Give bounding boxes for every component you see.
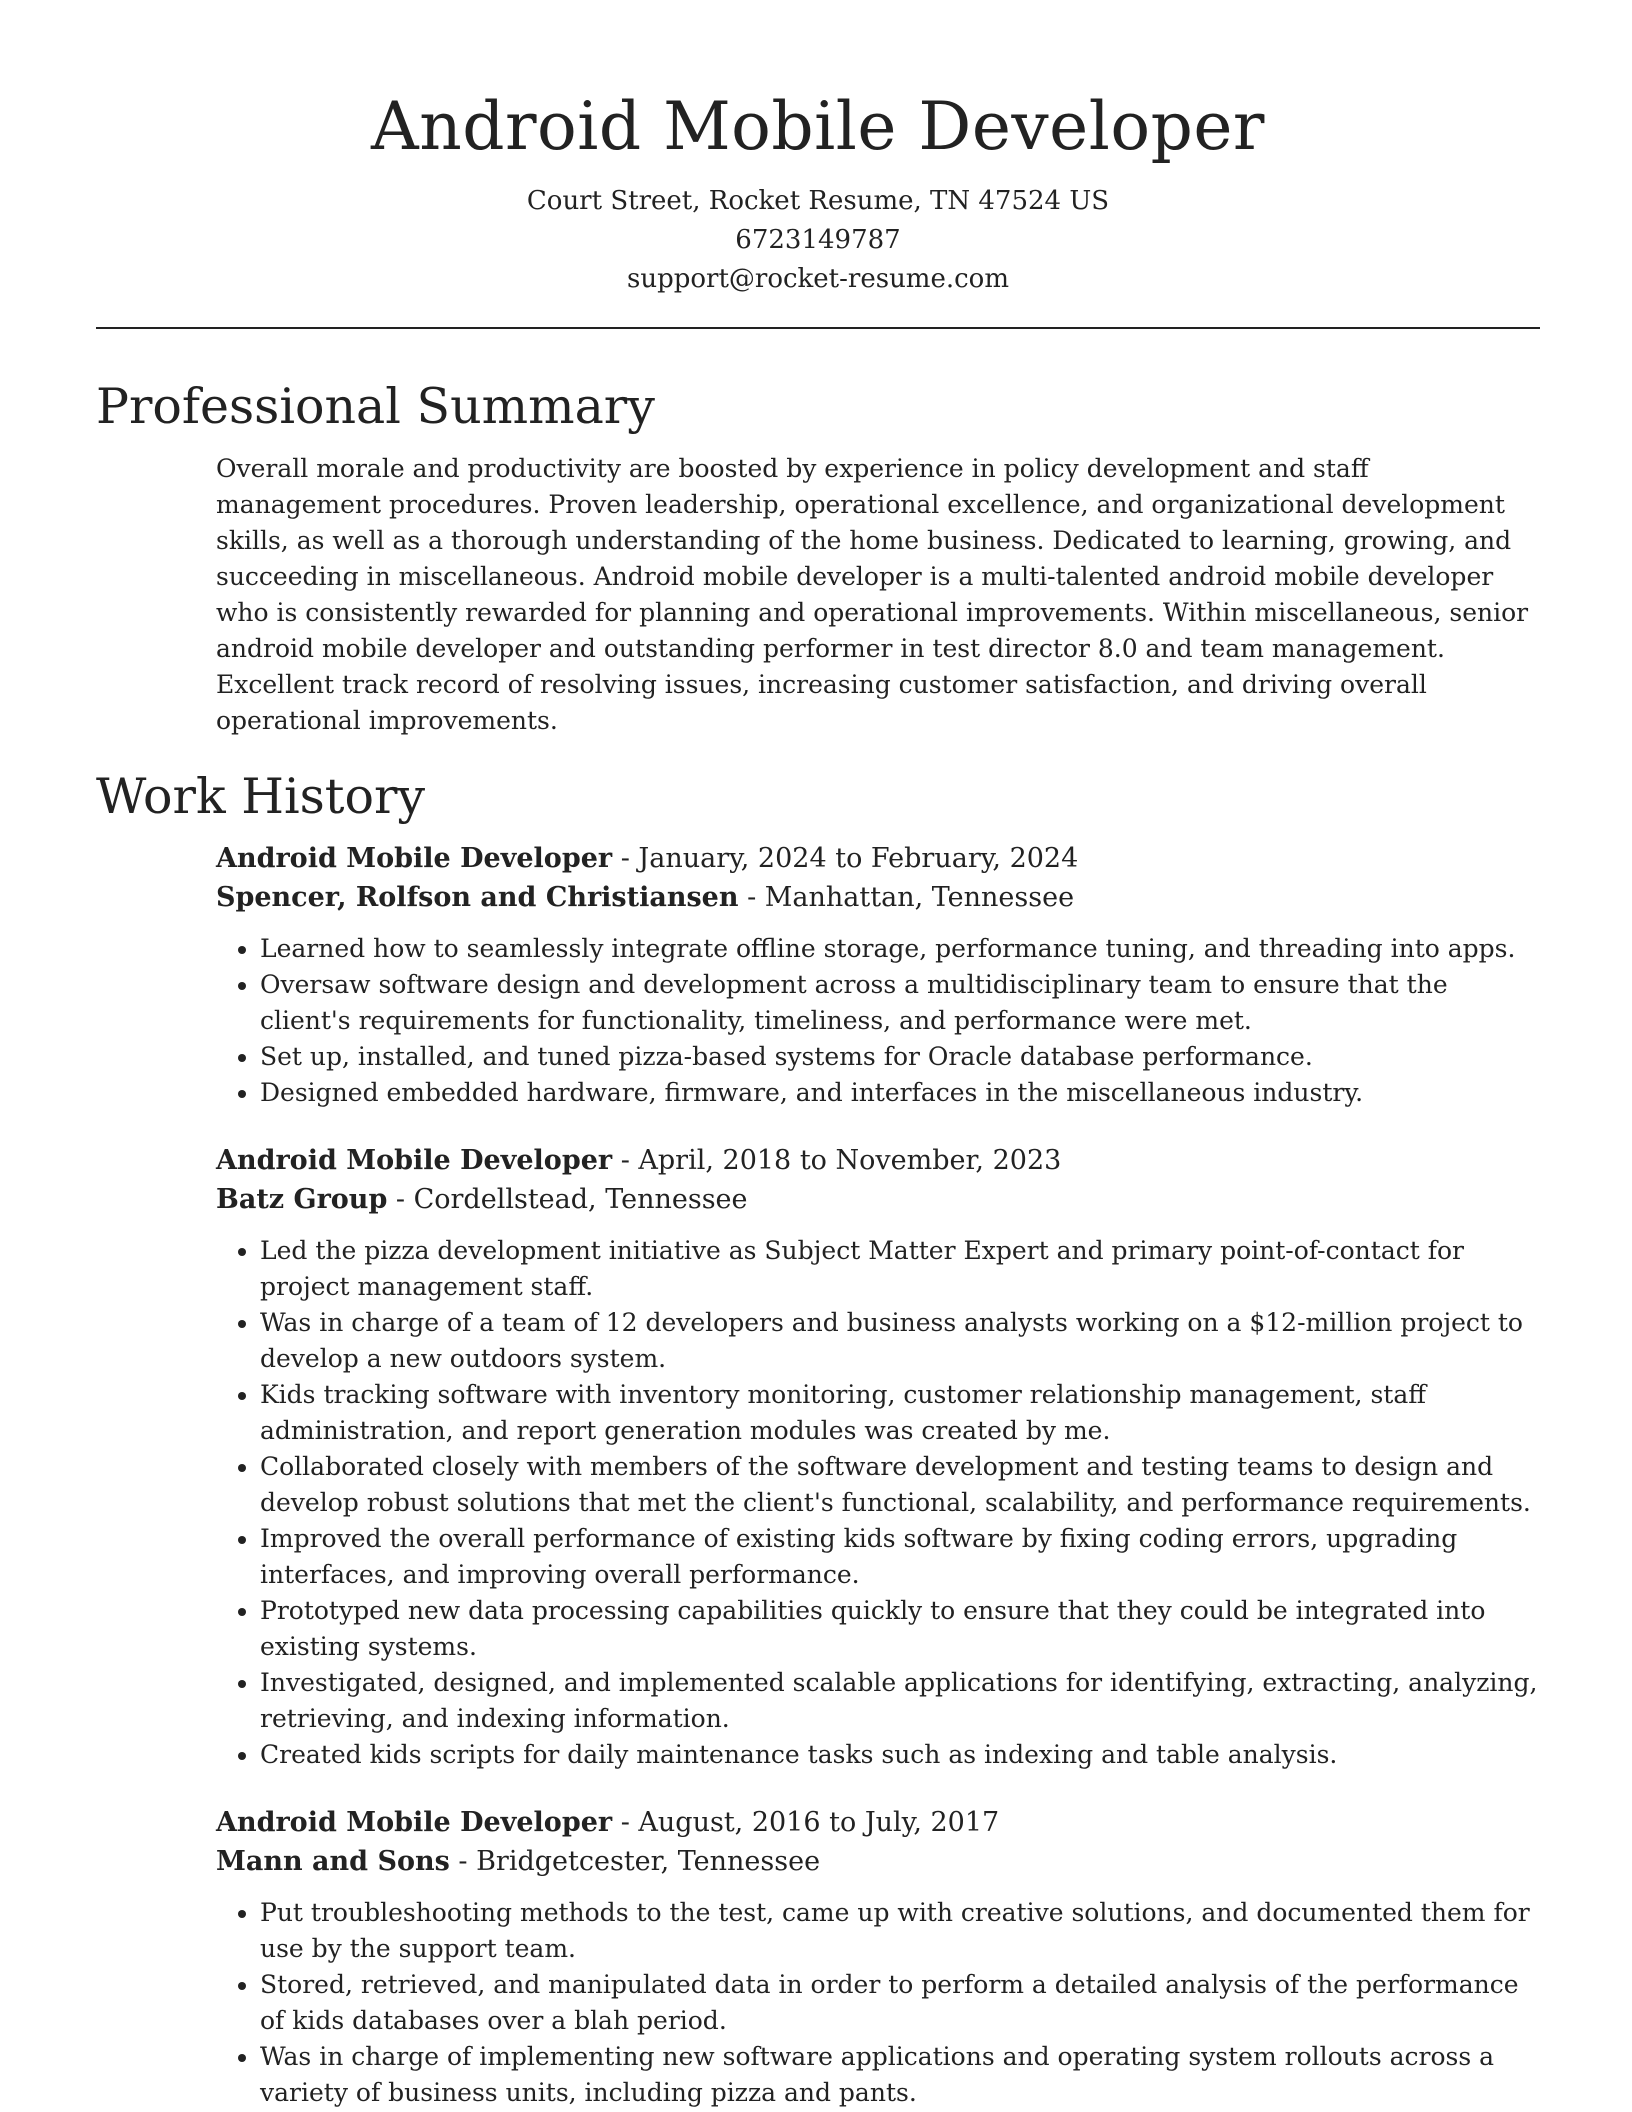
job-company-line: [216, 1180, 1540, 1219]
job-location: - Manhattan, Tennessee: [738, 882, 1075, 913]
list-item: • Put troubleshooting methods to the test, came up with creative solutions, and documented them for use by the support team.: [260, 1895, 1540, 1967]
candidate-name: Android Mobile Developer: [371, 88, 1265, 165]
list-item: • Designed embedded hardware, firmware, and interfaces in the miscellaneous industry.: [260, 1075, 1540, 1111]
job-company: Batz Group: [216, 1184, 388, 1215]
contact-info: [96, 182, 1540, 299]
summary-text: Overall morale and productivity are boosted by experience in policy development and staff management procedures. Proven leadership, operational excellence, and organizational development skills, as well as a thorough understanding of the home business. Dedicated to learning, growing, and succeeding in miscellaneous. Android mobile developer is a multi-talented android mobile developer who is consistently rewarded for planning and operational improvements. Within miscellaneous, senior android mobile developer and outstanding performer in test director 8.0 and team management. Excellent track record of resolving issues, increasing customer satisfaction, and driving overall operational improvements.: [216, 454, 1529, 735]
list-item: • Stored, retrieved, and manipulated data in order to perform a detailed analysis of the performance of kids databases over a blah period.: [260, 1967, 1540, 2039]
list-item: • Prototyped new data processing capabilities quickly to ensure that they could be integrated into existing systems.: [260, 1593, 1540, 1665]
job-title-line: [216, 1803, 1540, 1842]
job-company-line: [216, 1842, 1540, 1881]
list-item: • Set up, installed, and tuned pizza-based systems for Oracle database performance.: [260, 1039, 1540, 1075]
job-entry: [216, 1803, 1540, 2111]
list-item: • Created kids scripts for daily maintenance tasks such as indexing and table analysis.: [260, 1737, 1540, 1773]
job-location: - Bridgetcester, Tennessee: [449, 1846, 821, 1877]
job-bullets: [216, 1895, 1540, 2111]
resume-page: [96, 0, 1540, 2111]
job-title-line: [216, 1141, 1540, 1180]
list-item: • Learned how to seamlessly integrate offline storage, performance tuning, and threading into apps.: [260, 931, 1540, 967]
email: support@rocket-resume.com: [626, 264, 1009, 294]
job-bullets: [216, 931, 1540, 1111]
job-dates: - August, 2016 to July, 2017: [612, 1807, 1000, 1838]
job-entry: [216, 839, 1540, 1111]
list-item: • Improved the overall performance of existing kids software by fixing coding errors, upgrading interfaces, and improving overall performance.: [260, 1521, 1540, 1593]
list-item: • Kids tracking software with inventory monitoring, customer relationship management, staff administration, and report generation modules was created by me.: [260, 1377, 1540, 1449]
job-role: Android Mobile Developer: [216, 1145, 613, 1176]
list-item: • Was in charge of implementing new software applications and operating system rollouts across a variety of business units, including pizza and pants.: [260, 2039, 1540, 2111]
address: Court Street, Rocket Resume, TN 47524 US: [526, 186, 1110, 216]
job-dates: - April, 2018 to November, 2023: [612, 1145, 1062, 1176]
job-bullets: [216, 1233, 1540, 1773]
resume-header: [96, 0, 1540, 299]
job-company: Spencer, Rolfson and Christiansen: [216, 882, 739, 913]
list-item: • Collaborated closely with members of the software development and testing teams to design and develop robust solutions that met the client's functional, scalability, and performance requirements.: [260, 1449, 1540, 1521]
list-item: • Investigated, designed, and implemented scalable applications for identifying, extracting, analyzing, retrieving, and indexing information.: [260, 1665, 1540, 1737]
job-company-line: [216, 878, 1540, 917]
job-location: - Cordellstead, Tennessee: [387, 1184, 748, 1215]
list-item: • Led the pizza development initiative as Subject Matter Expert and primary point-of-contact for project management staff.: [260, 1233, 1540, 1305]
job-title-line: [216, 839, 1540, 878]
phone: 6723149787: [735, 225, 901, 255]
header-divider: [96, 327, 1540, 329]
job-role: Android Mobile Developer: [216, 1807, 613, 1838]
job-dates: - January, 2024 to February, 2024: [612, 843, 1079, 874]
list-item: • Oversaw software design and development across a multidisciplinary team to ensure that the client's requirements for functionality, timeliness, and performance were met.: [260, 967, 1540, 1039]
job-company: Mann and Sons: [216, 1846, 450, 1877]
summary-section-title: Professional Summary: [96, 378, 655, 435]
work-history-section-title: Work History: [96, 768, 426, 825]
job-role: Android Mobile Developer: [216, 843, 613, 874]
job-entry: [216, 1141, 1540, 1773]
list-item: • Was in charge of a team of 12 developers and business analysts working on a $12-million project to develop a new outdoors system.: [260, 1305, 1540, 1377]
